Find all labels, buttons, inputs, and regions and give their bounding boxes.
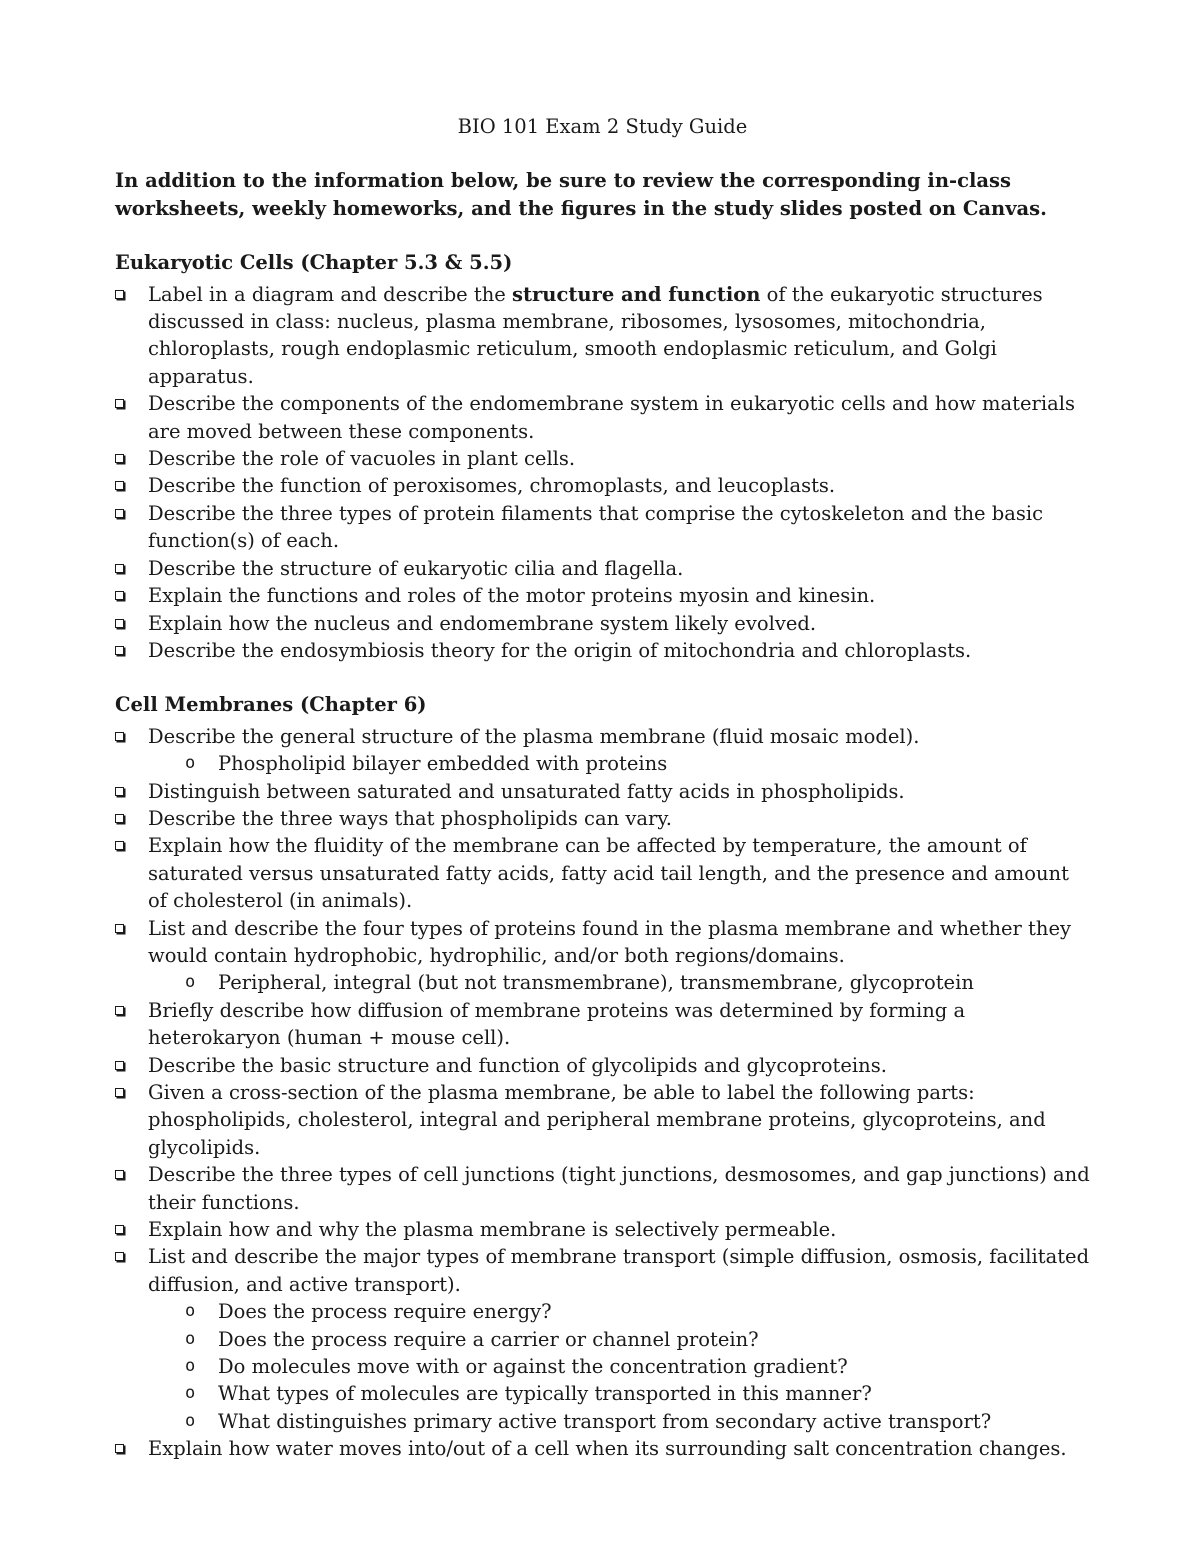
list-item [115,723,1090,778]
circle-bullet-icon: o [185,753,196,774]
sub-list-item [148,1380,1090,1407]
list-item-text: List and describe the major types of membrane transport (simple diffusion, osmosis, facilitated diffusion, and active transport). [148,1245,1090,1296]
checkbox-bullet-icon [115,481,124,490]
checkbox-bullet-icon [115,1170,124,1179]
list-item-text: Describe the general structure of the plasma membrane (fluid mosaic model). [148,724,920,748]
checkbox-bullet-icon [115,1225,124,1234]
list-item [115,610,1090,637]
checkbox-bullet-icon [115,509,124,518]
list-item [115,1435,1090,1462]
list-item [115,472,1090,499]
list-item [115,997,1090,1052]
list-item-text: Describe the function of peroxisomes, chromoplasts, and leucoplasts. [148,474,836,498]
list-item-text: Describe the three types of protein filaments that comprise the cytoskeleton and the basic function(s) of each. [148,501,1044,553]
checkbox-bullet-icon [115,787,124,796]
eukaryotic-cells-list [115,281,1090,665]
circle-bullet-icon: o [185,1356,196,1377]
sub-list-item-text: Does the process require a carrier or channel protein? [218,1327,759,1351]
circle-bullet-icon: o [185,1383,196,1404]
list-item-text: Distinguish between saturated and unsaturated fatty acids in phospholipids. [148,779,905,803]
sub-list-item [148,1353,1090,1380]
circle-bullet-icon: o [185,972,196,993]
checkbox-bullet-icon [115,732,124,741]
list-item [115,915,1090,997]
sub-list-item [148,750,1090,777]
list-item-text: Explain how the nucleus and endomembrane system likely evolved. [148,611,817,635]
list-item-text: Describe the components of the endomembrane system in eukaryotic cells and how materials are moved between these components. [148,392,1075,443]
sub-list-item [148,1326,1090,1353]
list-item-text: Explain how water moves into/out of a cell when its surrounding salt concentration changes. [148,1437,1067,1461]
section-heading-cell-membranes: Cell Membranes (Chapter 6) [115,693,427,717]
list-item [115,1079,1090,1161]
list-item-text: Explain the functions and roles of the motor proteins myosin and kinesin. [148,584,876,608]
intro-paragraph: In addition to the information below, be sure to review the corresponding in-class worksheets, weekly homeworks, and the figures in the study slides posted on Canvas. [115,169,1047,220]
list-item [115,637,1090,664]
list-item-text: Describe the role of vacuoles in plant cells. [148,447,576,471]
list-item [115,1161,1090,1216]
list-item-bold-text: structure and function [512,282,761,306]
list-item [115,832,1090,914]
sub-list-item-text: Do molecules move with or against the concentration gradient? [218,1355,848,1379]
sub-list-item [148,1408,1090,1435]
list-item-text: Describe the basic structure and function of glycolipids and glycoproteins. [148,1053,887,1077]
checkbox-bullet-icon [115,1061,124,1070]
list-item [115,778,1090,805]
circle-bullet-icon: o [185,1328,196,1349]
list-item-text: Describe the structure of eukaryotic cilia and flagella. [148,556,684,580]
sub-list-item-text: What types of molecules are typically transported in this manner? [218,1382,872,1406]
circle-bullet-icon: o [185,1410,196,1431]
sub-list-item-text: Phospholipid bilayer embedded with proteins [218,752,668,776]
sub-list-item-text: Peripheral, integral (but not transmembrane), transmembrane, glycoprotein [218,971,974,995]
document-page [115,113,1090,1463]
list-item-text: Describe the three types of cell junctions (tight junctions, desmosomes, and gap junctions) and their functions. [148,1163,1090,1214]
checkbox-bullet-icon [115,1088,124,1097]
list-item [115,805,1090,832]
cell-membranes-list [115,723,1090,1463]
list-item-text: Label in a diagram and describe the [148,282,513,306]
checkbox-bullet-icon [115,1252,124,1261]
list-item [115,390,1090,445]
list-item [115,1216,1090,1243]
list-item-text: Describe the endosymbiosis theory for the origin of mitochondria and chloroplasts. [148,638,972,662]
checkbox-bullet-icon [115,290,124,299]
checkbox-bullet-icon [115,454,124,463]
checkbox-bullet-icon [115,564,124,573]
list-item-text: Given a cross-section of the plasma membrane, be able to label the following parts: phospholipids, cholesterol, integral and peripheral membrane proteins, glycoproteins, and glycolipids. [148,1081,1046,1159]
list-item [115,500,1090,555]
checkbox-bullet-icon [115,814,124,823]
document-title: BIO 101 Exam 2 Study Guide [457,115,748,138]
sub-list [148,969,1090,996]
checkbox-bullet-icon [115,1444,124,1453]
checkbox-bullet-icon [115,646,124,655]
list-item [115,1052,1090,1079]
sub-list-item [148,1298,1090,1325]
list-item [115,1243,1090,1435]
sub-list [148,1298,1090,1435]
checkbox-bullet-icon [115,619,124,628]
circle-bullet-icon: o [185,1301,196,1322]
sub-list-item-text: Does the process require energy? [218,1300,552,1324]
list-item [115,445,1090,472]
list-item-text: Explain how the fluidity of the membrane can be affected by temperature, the amount of saturated versus unsaturated fatty acids, fatty acid tail length, and the presence and amount of cholesterol (in animals). [148,834,1069,913]
checkbox-bullet-icon [115,399,124,408]
list-item-text: Describe the three ways that phospholipids can vary. [148,806,672,830]
list-item [115,281,1090,391]
sub-list [148,750,1090,777]
section-heading-eukaryotic-cells: Eukaryotic Cells (Chapter 5.3 & 5.5) [115,251,513,275]
checkbox-bullet-icon [115,924,124,933]
list-item [115,582,1090,609]
sub-list-item-text: What distinguishes primary active transport from secondary active transport? [218,1409,992,1433]
list-item-text: Explain how and why the plasma membrane is selectively permeable. [148,1218,837,1242]
checkbox-bullet-icon [115,1006,124,1015]
sub-list-item [148,969,1090,996]
list-item-text: List and describe the four types of proteins found in the plasma membrane and whether they would contain hydrophobic, hydrophilic, and/or both regions/domains. [148,916,1072,967]
list-item-text: of the eukaryotic structures discussed in class: nucleus, plasma membrane, ribosomes, lysosomes, mitochondria, chloroplasts, rough endoplasmic reticulum, smooth endoplasmic reticulum, and Golgi apparatus. [148,282,1043,388]
list-item [115,555,1090,582]
checkbox-bullet-icon [115,591,124,600]
checkbox-bullet-icon [115,841,124,850]
list-item-text: Briefly describe how diffusion of membrane proteins was determined by forming a heterokaryon (human + mouse cell). [148,998,966,1050]
